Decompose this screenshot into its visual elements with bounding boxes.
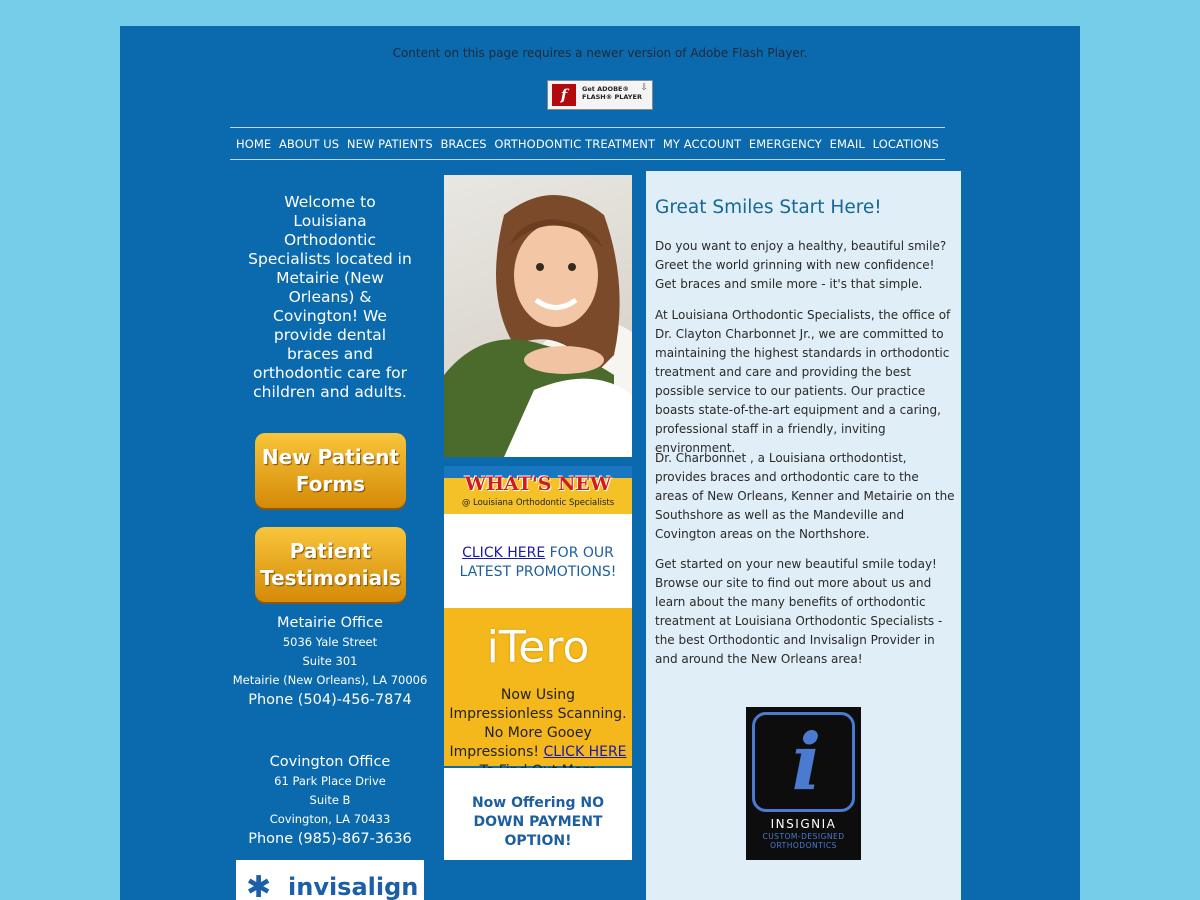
download-arrow-icon: ⇩ <box>640 83 648 93</box>
intro-paragraph: Do you want to enjoy a healthy, beautiful smile? Greet the world grinning with new confidence! Get braces and smile more - it's that simple. <box>655 239 947 291</box>
nav-email[interactable]: EMAIL <box>829 136 865 151</box>
office-suite: Suite B <box>309 793 351 807</box>
insignia-name: INSIGNIA <box>770 817 837 831</box>
no-down-payment-panel[interactable] <box>444 768 632 860</box>
whats-new-subtitle: @ Louisiana Orthodontic Specialists <box>461 498 615 508</box>
invisalign-logo[interactable] <box>236 860 424 900</box>
practice-paragraph: At Louisiana Orthodontic Specialists, the office of Dr. Clayton Charbonnet Jr., we are committed to maintaining the highest standards in orthodontic treatment and care and providing the best possible service to our patients. Our practice boasts state-of-the-art equipment and a caring, professional staff in a friendly, inviting environment. <box>655 308 951 455</box>
nav-locations[interactable]: LOCATIONS <box>872 136 939 151</box>
insignia-subtitle: CUSTOM-DESIGNED ORTHODONTICS <box>762 832 845 850</box>
office-name: Covington Office <box>269 754 391 770</box>
invisalign-star-icon: ✱ <box>246 870 272 900</box>
nav-orthodontic-treatment[interactable]: ORTHODONTIC TREATMENT <box>494 136 656 151</box>
insignia-logo[interactable] <box>746 707 861 860</box>
main-content <box>646 171 961 900</box>
whats-new-banner <box>444 466 632 514</box>
itero-logo: iTero <box>486 622 590 673</box>
office-suite: Suite 301 <box>302 654 358 668</box>
office-street: 5036 Yale Street <box>282 635 378 649</box>
whats-new-panel <box>444 466 632 608</box>
get-flash-player-button[interactable] <box>547 80 653 110</box>
main-nav <box>230 127 945 160</box>
welcome-text: Welcome to Louisiana Orthodontic Specialists located in Metairie (New Orleans) & Covington! We provide dental braces and orthodontic care for children and adults. <box>248 193 412 401</box>
page-title: Great Smiles Start Here! <box>655 197 882 218</box>
page-container <box>120 26 1080 900</box>
invisalign-wordmark: invisalign <box>288 873 419 900</box>
whats-new-title: WHAT'S NEW <box>464 473 612 495</box>
flash-logo-icon: f <box>552 84 576 106</box>
smiling-girl-photo <box>444 175 632 457</box>
nav-about-us[interactable]: ABOUT US <box>278 136 340 151</box>
no-down-payment-text: Now Offering NO DOWN PAYMENT OPTION! <box>471 795 605 849</box>
itero-panel <box>444 608 632 766</box>
nav-my-account[interactable]: MY ACCOUNT <box>662 136 742 151</box>
flash-badge-line2: FLASH® PLAYER <box>582 93 642 101</box>
flash-required-message: Content on this page requires a newer version of Adobe Flash Player. <box>392 46 808 60</box>
office-street: 61 Park Place Drive <box>274 774 386 788</box>
office-phone[interactable]: Phone (504)-456-7874 <box>248 692 412 708</box>
promotions-link[interactable]: CLICK HERE <box>462 545 546 561</box>
office-name: Metairie Office <box>277 615 383 631</box>
covington-office <box>230 753 430 849</box>
office-phone[interactable]: Phone (985)-867-3636 <box>248 831 412 847</box>
nav-emergency[interactable]: EMERGENCY <box>748 136 822 151</box>
office-city: Covington, LA 70433 <box>269 812 391 826</box>
office-city: Metairie (New Orleans), LA 70006 <box>232 673 428 687</box>
girl-illustration <box>444 175 632 457</box>
nav-new-patients[interactable]: NEW PATIENTS <box>346 136 433 151</box>
patient-testimonials-button[interactable]: Patient Testimonials <box>255 527 406 602</box>
itero-link[interactable]: CLICK HERE <box>543 744 627 760</box>
new-patient-forms-button[interactable]: New Patient Forms <box>255 433 406 508</box>
areas-paragraph: Dr. Charbonnet , a Louisiana orthodontist, provides braces and orthodontic care to the areas of New Orleans, Kenner and Metairie on the Southshore as well as the Mandeville and Covington areas on the Northshore. <box>655 451 955 541</box>
flash-badge-line1: Get ADOBE® <box>582 85 629 93</box>
insignia-i-icon: i <box>791 717 822 808</box>
nav-braces[interactable]: BRACES <box>440 136 487 151</box>
metairie-office <box>230 614 430 710</box>
get-started-paragraph: Get started on your new beautiful smile today! Browse our site to find out more about us and learn about the many benefits of orthodontic treatment at Louisiana Orthodontic Specialists - the best Orthodontic and Invisalign Provider in and around the New Orleans area! <box>655 557 943 666</box>
nav-home[interactable]: HOME <box>236 136 272 151</box>
itero-text: Now Using Impressionless Scanning. No More Gooey Impressions! CLICK HERE <box>449 687 627 760</box>
promotions-text: CLICK HERE FOR OUR LATEST PROMOTIONS! <box>459 545 617 580</box>
